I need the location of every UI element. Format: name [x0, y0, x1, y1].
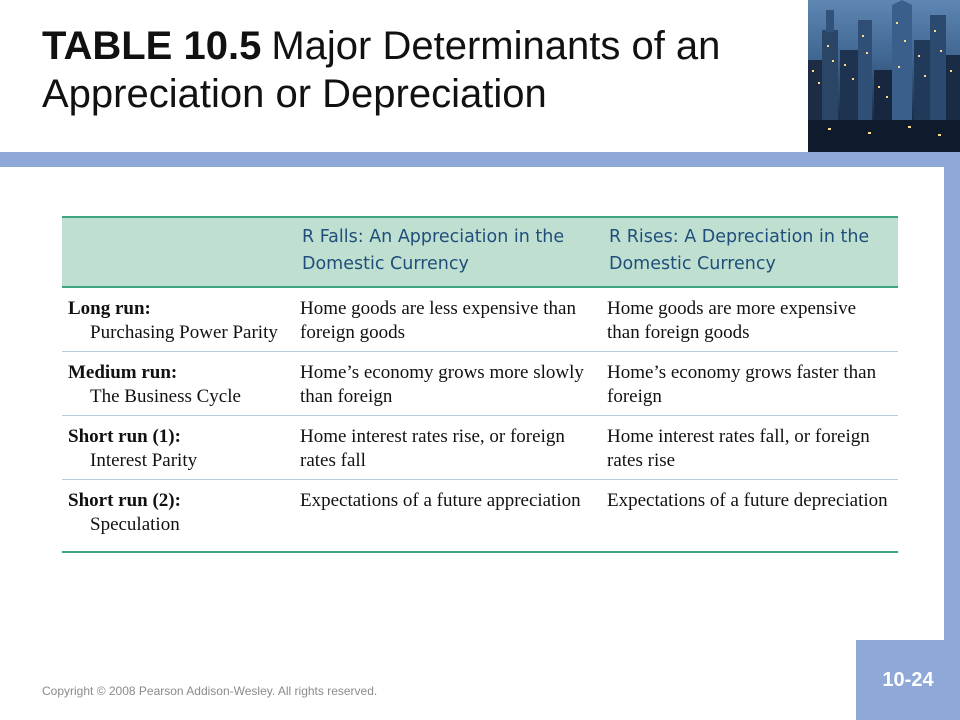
cell-depreciation: Home’s economy grows faster than foreign	[601, 352, 898, 416]
row-label-cell	[62, 352, 294, 416]
cell-appreciation: Expectations of a future appreciation	[294, 480, 601, 553]
accent-band-right	[944, 152, 960, 720]
table-row	[62, 416, 898, 480]
row-determinant: Purchasing Power Parity	[90, 322, 278, 343]
accent-band-top	[0, 152, 960, 167]
row-period: Short run (1):	[68, 426, 181, 447]
title-text: Major Determinants of an Appreciation or Depreciation	[42, 24, 721, 116]
city-skyline-image	[808, 0, 960, 152]
cell-depreciation: Home goods are more expensive than foreign goods	[601, 287, 898, 352]
header-depreciation: R Rises: A Depreciation in the Domestic Currency	[601, 217, 898, 287]
cell-appreciation: Home interest rates rise, or foreign rates fall	[294, 416, 601, 480]
row-determinant: Interest Parity	[90, 450, 198, 471]
table-label: TABLE 10.5	[42, 24, 262, 68]
row-period: Long run:	[68, 298, 151, 319]
row-label-cell	[62, 480, 294, 553]
slide-title	[42, 22, 802, 118]
row-label-cell	[62, 416, 294, 480]
row-period: Medium run:	[68, 362, 178, 383]
copyright-notice: Copyright © 2008 Pearson Addison-Wesley. All rights reserved.	[42, 684, 378, 698]
table-row	[62, 287, 898, 352]
table-header-row	[62, 217, 898, 287]
determinants-table	[62, 216, 898, 553]
table-row	[62, 480, 898, 553]
skyline-graphic	[808, 0, 960, 152]
cell-depreciation: Home interest rates fall, or foreign rates rise	[601, 416, 898, 480]
cell-appreciation: Home goods are less expensive than foreign goods	[294, 287, 601, 352]
page-number: 10-24	[856, 640, 960, 720]
cell-depreciation: Expectations of a future depreciation	[601, 480, 898, 553]
cell-appreciation: Home’s economy grows more slowly than foreign	[294, 352, 601, 416]
row-period: Short run (2):	[68, 490, 181, 511]
header-appreciation: R Falls: An Appreciation in the Domestic Currency	[294, 217, 601, 287]
table-row	[62, 352, 898, 416]
row-determinant: The Business Cycle	[90, 386, 241, 407]
header-cell-empty	[62, 217, 294, 287]
row-determinant: Speculation	[90, 514, 180, 535]
row-label-cell	[62, 287, 294, 352]
